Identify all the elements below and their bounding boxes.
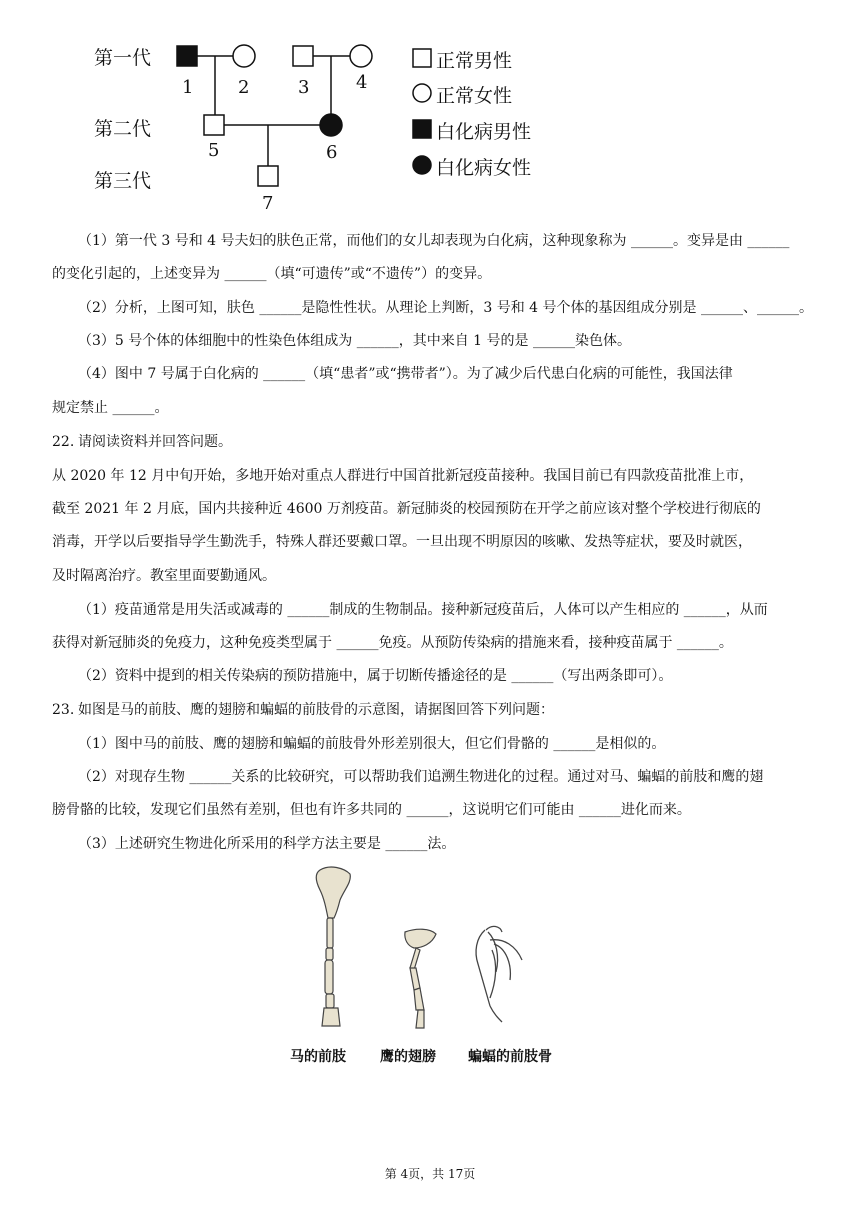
q21-sub2: （2）分析，上图可知，肤色 ______是隐性性状。从理论上判断，3 号和 4 号个体的基因组成分别是 ______、______。 (78, 300, 813, 316)
individual-5-label: 5 (208, 140, 220, 161)
q22-passage-line3: 消毒，开学以后要指导学生勤洗手，特殊人群还要戴口罩。一旦出现不明原因的咳嗽、发热等症状，要及时就医， (52, 534, 752, 550)
q22-sub1-line2: 获得对新冠肺炎的免疫力，这种免疫类型属于 ______免疫。从预防传染病的措施来看，接种疫苗属于 ______。 (52, 635, 733, 651)
q23-sub1: （1）图中马的前肢、鹰的翅膀和蝙蝠的前肢骨外形差别很大，但它们骨骼的 ______是相似的。 (78, 736, 666, 752)
individual-3-symbol (293, 46, 313, 66)
individual-2-label: 2 (238, 77, 250, 98)
page-number-footer: 第 4页，共 17页 (384, 1167, 476, 1181)
q21-sub3: （3）5 号个体的体细胞中的性染色体组成为 ______，其中来自 1 号的是 ______染色体。 (78, 333, 631, 349)
individual-6-label: 6 (326, 142, 338, 163)
q22-sub1-line1: （1）疫苗通常是用失活或减毒的 ______制成的生物制品。接种新冠疫苗后，人体可以产生相应的 ______，从而 (78, 602, 768, 618)
bat-forelimb-drawing (476, 926, 522, 1022)
legend-albino-male-symbol (413, 120, 431, 138)
individual-6-symbol (320, 114, 342, 136)
legend-albino-male-label: 白化病男性 (436, 121, 532, 143)
legend-normal-female-symbol (413, 84, 431, 102)
legend-normal-male-label: 正常男性 (436, 50, 513, 72)
q21-sub4-line1: （4）图中 7 号属于白化病的 ______（填“患者”或“携带者”）。为了减少后代患白化病的可能性，我国法律 (78, 366, 733, 382)
q23-sub2-line1: （2）对现存生物 ______关系的比较研究，可以帮助我们追溯生物进化的过程。通过对马、蝙蝠的前肢和鹰的翅 (78, 769, 764, 785)
q22-sub2: （2）资料中提到的相关传染病的预防措施中，属于切断传播途径的是 ______（写出两条即可）。 (78, 668, 673, 684)
eagle-wing-drawing (405, 929, 436, 1028)
legend-albino-female-symbol (413, 156, 431, 174)
individual-2-symbol (233, 45, 255, 67)
legend-normal-female-label: 正常女性 (436, 85, 513, 107)
horse-forelimb-drawing (316, 867, 350, 1026)
q21-sub4-line2: 规定禁止 ______。 (52, 400, 169, 416)
q23-number: 23. (52, 702, 75, 718)
generation-3-label: 第三代 (94, 170, 152, 192)
q23-sub2-line2: 膀骨骼的比较，发现它们虽然有差别，但也有许多共同的 ______，这说明它们可能由 ______进化而来。 (52, 802, 691, 818)
individual-4-symbol (350, 45, 372, 67)
legend-normal-male-symbol (413, 49, 431, 67)
q23-title: 如图是马的前肢、鹰的翅膀和蝙蝠的前肢骨的示意图，请据图回答下列问题： (78, 702, 554, 718)
individual-5-symbol (204, 115, 224, 135)
q22-passage-line1: 从 2020 年 12 月中旬开始，多地开始对重点人群进行中国首批新冠疫苗接种。我国目前已有四款疫苗批准上市， (52, 468, 754, 484)
forelimb-bones-figure (290, 860, 590, 1070)
pedigree-diagram (80, 30, 560, 220)
eagle-wing-caption: 鹰的翅膀 (380, 1049, 436, 1065)
individual-4-label: 4 (356, 72, 368, 93)
individual-3-label: 3 (298, 77, 310, 98)
q21-sub1-line2: 的变化引起的，上述变异为 ______（填“可遗传”或“不遗传”）的变异。 (52, 266, 492, 282)
individual-1-label: 1 (182, 77, 194, 98)
q21-sub1-line1: （1）第一代 3 号和 4 号夫妇的肤色正常，而他们的女儿却表现为白化病，这种现象称为 ______。变异是由 ______ (78, 233, 790, 249)
individual-7-symbol (258, 166, 278, 186)
generation-2-label: 第二代 (94, 118, 152, 140)
bat-forelimb-caption: 蝙蝠的前肢骨 (468, 1049, 552, 1065)
forelimb-bones-drawing (290, 860, 590, 1030)
q23-sub3: （3）上述研究生物进化所采用的科学方法主要是 ______法。 (78, 836, 456, 852)
q22-title: 请阅读资料并回答问题。 (78, 434, 232, 450)
q22-passage-line2: 截至 2021 年 2 月底，国内共接种近 4600 万剂疫苗。新冠肺炎的校园预防在开学之前应该对整个学校进行彻底的 (52, 501, 761, 517)
individual-7-label: 7 (262, 193, 274, 214)
generation-1-label: 第一代 (94, 47, 152, 69)
legend-albino-female-label: 白化病女性 (436, 157, 532, 179)
q22-number: 22. (52, 434, 75, 450)
q22-passage-line4: 及时隔离治疗。教室里面要勤通风。 (52, 568, 276, 584)
individual-1-symbol (177, 46, 197, 66)
horse-forelimb-caption: 马的前肢 (290, 1049, 346, 1065)
